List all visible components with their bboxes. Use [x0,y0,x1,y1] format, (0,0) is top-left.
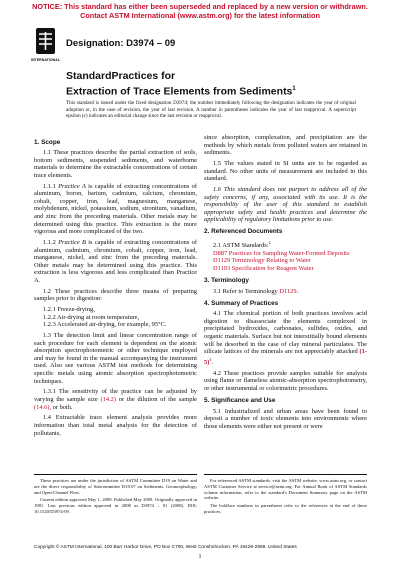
logo-caption: INTERNATIONAL [30,58,61,62]
notice-line-2: Contact ASTM International (www.astm.org) for the latest information [80,11,320,20]
section-link[interactable]: (14.6) [34,403,50,411]
document-title [66,70,366,99]
heading-summary: 4. Summary of Practices [204,299,279,307]
heading-scope: 1. Scope [34,138,61,146]
para-continued: since absorption, complexation, and precipitation are the methods by which metals from polluted waters are retained in sediments. [204,134,367,157]
footnote-1-edition: Current edition approved May 1, 2009. Published May 2009. Originally approved in 1981. Last previous edition approved in 2008 as D3974 – 81 (2008). DOI: 10.1520/D3974-09. [34,497,197,514]
designation: Designation: D3974 – 09 [66,38,176,49]
para-1-3: 1.3 The detection limit and linear concentration range of each procedure for each element is dependent on the atomic absorption spectrophotometric or other technique employed and may be found in the manual accompanying the instrument used. Also see various ASTM test methods for determining specific metals using atomic absorption spectrophotometric techniques. [34,332,197,385]
para-1-4: 1.4 Extractable trace element analysis provides more information than total metal analysis for the detection of pollutants, [34,414,197,437]
footnotes-right [204,474,367,517]
footnote-2: For referenced ASTM standards, visit the ASTM website, www.astm.org, or contact ASTM Customer Service at service@astm.org. For Annual Book of ASTM Standards volume information, refer to the standard's Document Summary page on the ASTM website. [204,478,367,501]
ref-link-terminology[interactable]: D1129 [279,287,297,295]
title-footnote-mark: 1 [292,86,296,92]
heading-referenced-documents: 2. Referenced Documents [204,228,283,236]
heading-significance: 5. Significance and Use [204,397,276,405]
reference-link[interactable]: (1-5) [204,348,367,366]
right-column [204,134,367,434]
preamble: This standard is issued under the fixed designation D3974; the number immediately following the designation indicates the year of original adoption or, in the case of revision, the year of last revision. A number in parentheses indicates the year of last reapproval. A superscript epsilon (ε) indicates an editorial change since the last revision or reapproval. [66,100,356,120]
para-1-1-2: 1.1.2 Practice B is capable of extracting concentrations of aluminum, cadmium, chromium, cobalt, copper, iron, lead, manganese, nickel, and zinc from the preceding materials. Other metals may be determined using this practice. This extraction is less vigorous and less complicated than Practice A. [34,239,197,284]
para-1-3-1: 1.3.1 The sensitivity of the practice can be adjusted by varying the sample size (14.2) or the dilution of the sample (14.6), or both. [34,388,197,411]
left-column [34,134,197,440]
footnote-3: The boldface numbers in parentheses refer to the references at the end of these practices. [204,503,367,514]
heading-terminology: 3. Terminology [204,277,249,284]
para-1-1-1: 1.1.1 Practice A is capable of extracting concentrations of aluminum, boron, barium, cadmium, calcium, chromium, cobalt, copper, iron, lead, magnesium, manganese, molybdenum, nickel, potassium, sodium, strontium, vanadium, and zinc from the preceding materials. Other metals may be determined using this practice. This extraction is the more vigorous and more complicated of the two. [34,182,197,236]
para-1-2-3: 1.2.3 Accelerated air-drying, for example, 95°C. [43,321,167,329]
ref-link-d1193[interactable]: D1193 Specification for Reagent Water [213,264,314,272]
para-4-1: 4.1 The chemical portion of both practices involves acid digestion to disassociate the elements complexed in precipitated hydroxides, carbonates, sulfides, oxides, and organic materials. Surface but not interstitially bound elements will be desorbed in the case of clay mineral particulates. The silicate lattices of the minerals are not appreciably attacked $(1-5)^3$. [204,310,367,366]
para-1-2-1: 1.2.1 Freeze-drying, [43,306,95,314]
page-number: 1 [198,554,202,560]
ref-link-d887[interactable]: D887 Practices for Sampling Water-Formed Deposits [213,249,350,257]
notice-line-1: NOTICE: This standard has either been superseded and replaced by a new version or withdrawn. [32,2,368,11]
para-1-6: 1.6 This standard does not purport to address all of the safety concerns, if any, associated with its use. It is the responsibility of the user of this standard to establish appropriate safety and health practices and determine the applicability of regulatory limitations prior to use. [204,185,367,224]
para-1-5: 1.5 The values stated in SI units are to be regarded as standard. No other units of measurement are included in this standard. [204,159,367,183]
footnote-1: These practices are under the jurisdiction of ASTM Committee D19 on Water and are the direct responsibility of Subcommittee D19.07 on Sediments, Geomorphology, and Open-Channel Flow. [34,478,197,495]
title-line-2: Extraction of Trace Elements from Sediments [66,85,293,98]
para-2-1: 2.1 ASTM Standards:$^2$ [213,240,271,250]
withdrawal-notice [0,2,400,20]
astm-logo [30,28,61,64]
section-link[interactable]: (14.2) [100,396,116,404]
copyright-line: Copyright © ASTM International, 100 Barr Harbor Drive, PO Box C700, West Conshohocken, PA 19428-2959. United States [34,545,297,550]
para-5-1: 5.1 Industrialized and urban areas have been found to deposit a number of toxic elements into environments where those elements were either not present or were [204,407,367,430]
para-4-2: 4.2 These practices provide samples suitable for analysis using flame or flameless atomic-absorption spectrophotometry, or other instrumental or colorimetric procedures. [204,369,367,392]
title-line-1: StandardPractices for [66,70,176,82]
para-1-2-2: 1.2.2 Air-drying at room temperature, [43,313,140,321]
para-3-1: 3.1 Refer to Terminology D1129. [213,287,299,295]
para-1-1: 1.1 These practices describe the partial extraction of soils, bottom sediments, suspended sediments, and waterborne materials to determine the extractable concentrations of certain trace elements. [34,149,197,179]
ref-link-d1129[interactable]: D1129 Terminology Relating to Water [213,257,311,265]
footnotes-left [34,474,197,517]
para-1-2: 1.2 These practices describe three means of preparing samples prior to digestion: [34,287,197,303]
